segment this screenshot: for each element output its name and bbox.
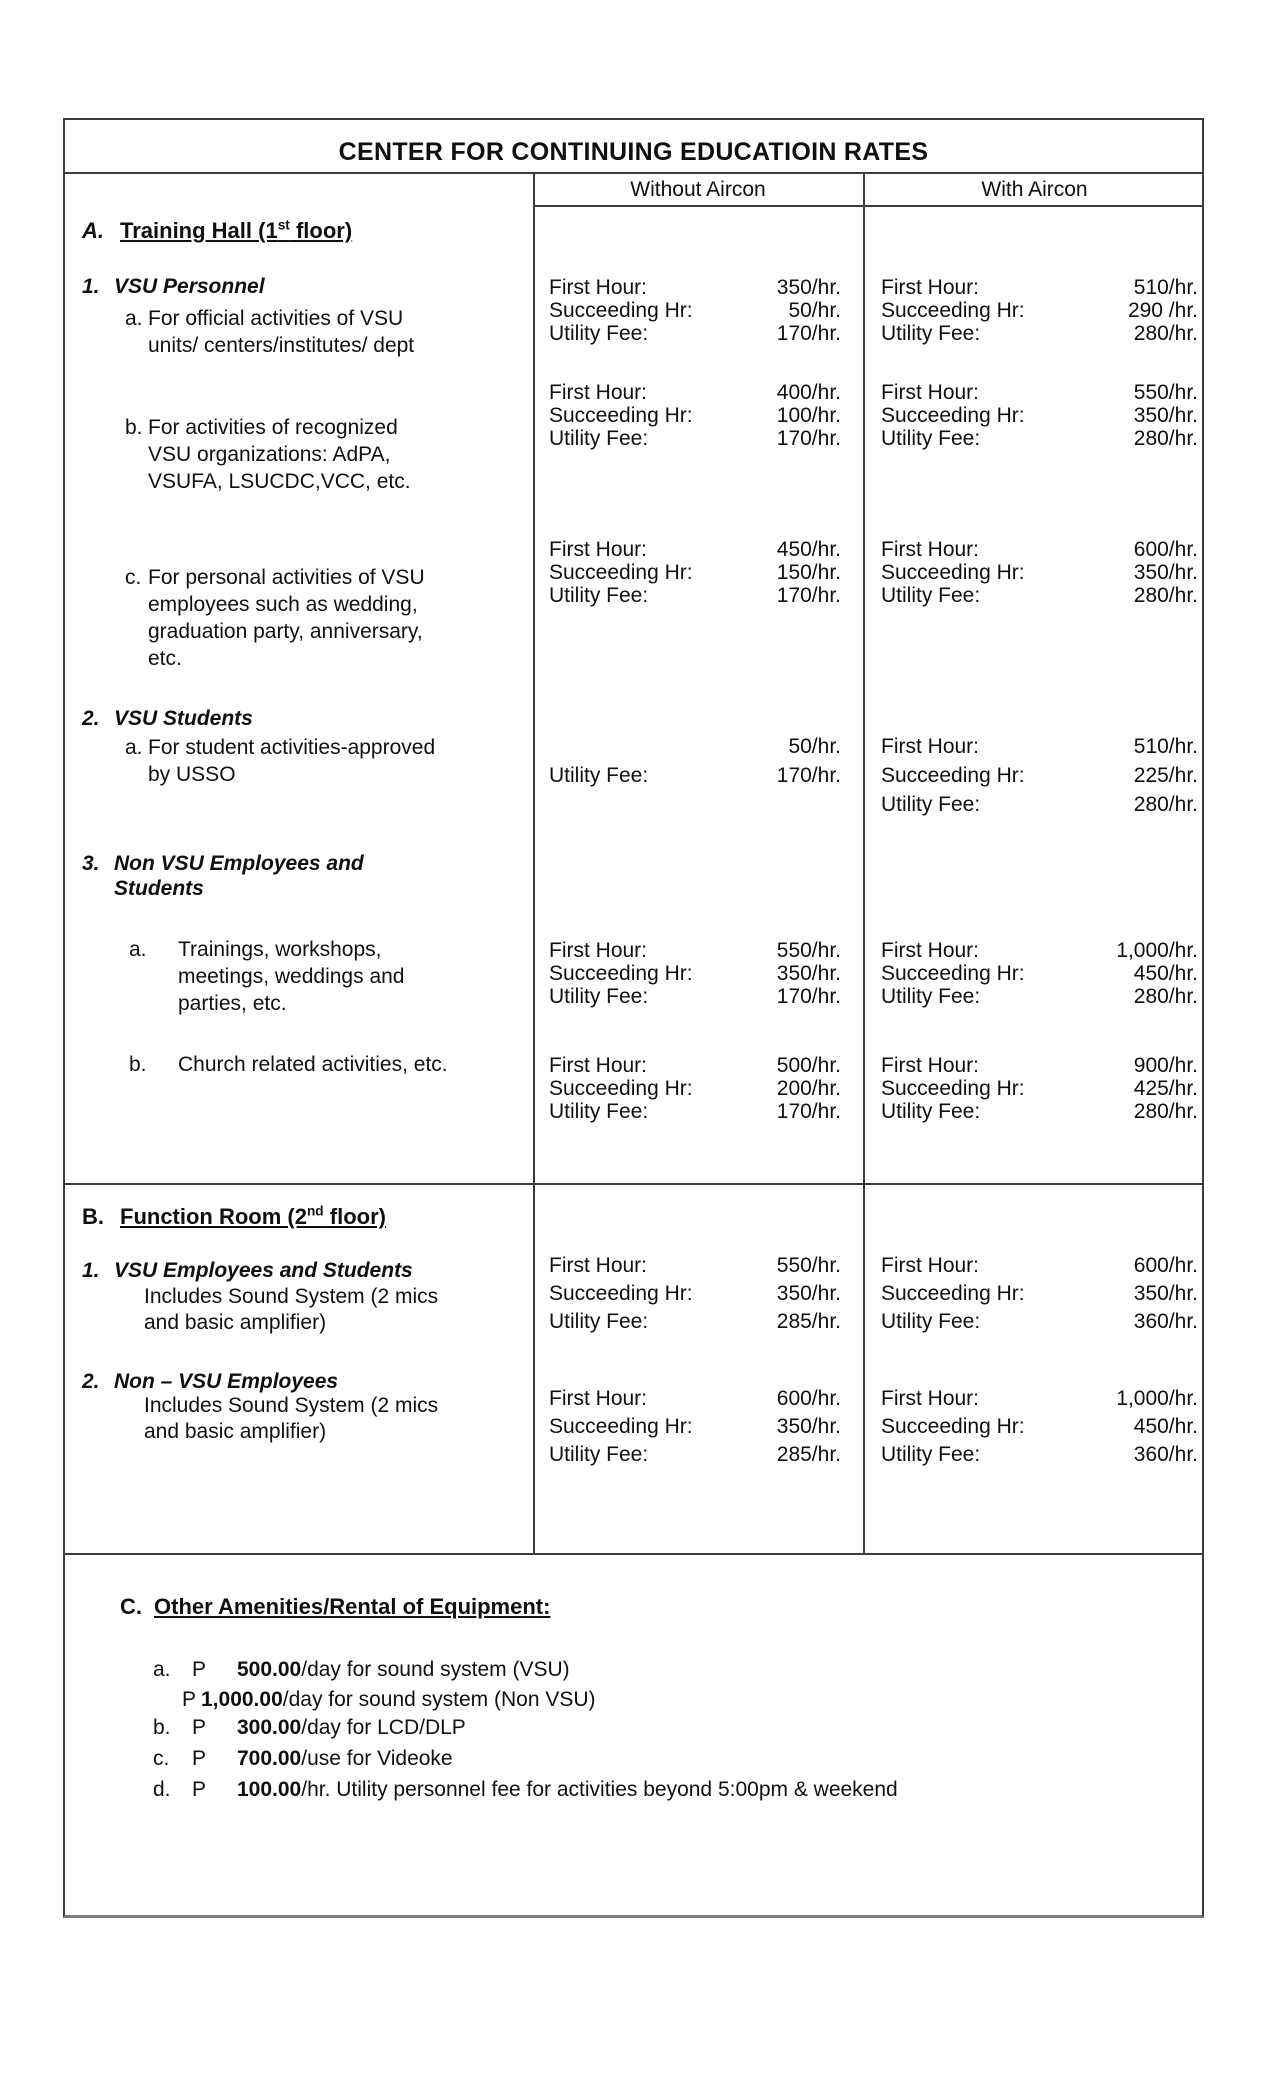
rate-label: Utility Fee: xyxy=(549,1443,649,1466)
rate-value: 280/hr. xyxy=(1133,322,1198,345)
rate-label: First Hour: xyxy=(549,1054,648,1077)
section-b-title xyxy=(120,1204,386,1229)
rate-value: 225/hr. xyxy=(1133,764,1198,787)
amenity-description: /day for sound system (Non VSU) xyxy=(282,1688,596,1711)
rate-value: 1,000/hr. xyxy=(1116,939,1198,962)
rate-value: 170/hr. xyxy=(776,584,841,607)
amenity-amount: 300.00 xyxy=(237,1716,302,1739)
item-line: by USSO xyxy=(148,763,236,786)
rate-label: First Hour: xyxy=(549,1254,648,1277)
rate-label: First Hour: xyxy=(881,1054,980,1077)
rate-line xyxy=(881,1385,1198,1413)
rate-line xyxy=(881,381,1198,404)
rate-label: Utility Fee: xyxy=(549,985,649,1008)
rate-line xyxy=(549,299,841,322)
rate-value: 170/hr. xyxy=(776,1100,841,1123)
section-a-title-post: floor) xyxy=(289,218,353,243)
section-c-letter: C. xyxy=(120,1594,142,1619)
rates-a2a-without xyxy=(549,732,841,790)
rate-value: 280/hr. xyxy=(1133,793,1198,816)
item-b1-note xyxy=(144,1284,438,1336)
item-number: 2. xyxy=(82,1370,100,1393)
item-a1-heading xyxy=(82,273,265,300)
rate-label: First Hour: xyxy=(881,381,980,404)
rate-label: First Hour: xyxy=(881,1387,980,1410)
rate-line xyxy=(881,1441,1198,1469)
column-divider-right xyxy=(863,172,865,1553)
rate-value: 360/hr. xyxy=(1133,1310,1198,1333)
rate-line xyxy=(881,276,1198,299)
item-b2-note xyxy=(144,1393,438,1445)
rate-value: 170/hr. xyxy=(776,985,841,1008)
section-a-title xyxy=(120,218,352,243)
rate-value: 200/hr. xyxy=(776,1077,841,1100)
rate-line xyxy=(549,404,841,427)
item-letter: b. xyxy=(125,416,143,439)
ordinal-superscript: nd xyxy=(306,1203,324,1219)
amenity-item-c xyxy=(153,1746,453,1771)
rate-value: 350/hr. xyxy=(1133,1282,1198,1305)
item-number: 3. xyxy=(82,852,100,875)
column-divider-left xyxy=(533,172,535,1553)
amenity-amount: 1,000.00 xyxy=(201,1688,283,1711)
amenity-item-a2 xyxy=(182,1687,596,1712)
rate-label: Succeeding Hr: xyxy=(881,299,1025,322)
rate-value: 280/hr. xyxy=(1133,584,1198,607)
rate-line xyxy=(549,584,841,607)
rate-line xyxy=(881,732,1198,761)
rate-value: 400/hr. xyxy=(776,381,841,404)
item-title: VSU Students xyxy=(114,707,253,730)
currency-symbol: P xyxy=(192,1658,207,1681)
rate-label: First Hour: xyxy=(881,538,980,561)
rate-line xyxy=(881,1252,1198,1280)
col-header-without-aircon: Without Aircon xyxy=(630,178,766,201)
rate-label: First Hour: xyxy=(549,276,648,299)
rate-line xyxy=(549,985,841,1008)
item-line: Includes Sound System (2 mics xyxy=(144,1285,439,1308)
rates-b2-without xyxy=(549,1385,841,1469)
item-line: and basic amplifier) xyxy=(144,1311,327,1334)
rate-value: 550/hr. xyxy=(776,939,841,962)
amenity-letter: a. xyxy=(153,1658,171,1681)
rate-line xyxy=(881,561,1198,584)
rate-value: 600/hr. xyxy=(1133,538,1198,561)
rates-b1-with xyxy=(881,1252,1198,1336)
rate-line xyxy=(549,1441,841,1469)
rate-line xyxy=(881,939,1198,962)
currency-symbol: P xyxy=(192,1747,207,1770)
rate-label: First Hour: xyxy=(549,381,648,404)
item-b2-heading xyxy=(82,1368,338,1395)
rate-label: Utility Fee: xyxy=(881,985,981,1008)
rate-line xyxy=(549,939,841,962)
rate-line xyxy=(549,732,841,761)
item-line: Includes Sound System (2 mics xyxy=(144,1394,439,1417)
rate-value: 350/hr. xyxy=(776,1282,841,1305)
section-a-heading xyxy=(82,217,352,244)
rate-value: 280/hr. xyxy=(1133,427,1198,450)
rate-value: 150/hr. xyxy=(776,561,841,584)
rate-line xyxy=(881,761,1198,790)
rate-line xyxy=(549,1308,841,1336)
amenity-item-d xyxy=(153,1777,898,1802)
item-line: VSUFA, LSUCDC,VCC, etc. xyxy=(148,470,411,493)
item-a2-heading xyxy=(82,705,253,732)
rates-a1b-with xyxy=(881,381,1198,450)
rate-line xyxy=(549,427,841,450)
rate-value: 600/hr. xyxy=(776,1387,841,1410)
item-letter: b. xyxy=(129,1053,147,1076)
rates-a1a-with xyxy=(881,276,1198,345)
rates-a3a-without xyxy=(549,939,841,1008)
amenity-amount: 100.00 xyxy=(237,1778,302,1801)
rate-label: Utility Fee: xyxy=(549,1310,649,1333)
rate-value: 450/hr. xyxy=(776,538,841,561)
rate-line xyxy=(881,1054,1198,1077)
rate-label: First Hour: xyxy=(881,735,980,758)
amenity-description: /use for Videoke xyxy=(301,1747,453,1770)
item-letter: c. xyxy=(125,566,142,589)
item-number: 1. xyxy=(82,1259,100,1282)
item-title: VSU Employees and Students xyxy=(114,1259,413,1282)
rate-label: Succeeding Hr: xyxy=(549,561,693,584)
rate-label: Utility Fee: xyxy=(881,1443,981,1466)
rate-line xyxy=(549,761,841,790)
item-line: For official activities of VSU xyxy=(148,307,404,330)
rates-a3a-with xyxy=(881,939,1198,1008)
rate-line xyxy=(549,538,841,561)
rate-line xyxy=(881,1100,1198,1123)
rate-value: 350/hr. xyxy=(776,962,841,985)
item-title: Non VSU Employees and xyxy=(114,852,364,875)
section-b-heading xyxy=(82,1203,386,1230)
item-line: For student activities-approved xyxy=(148,736,436,759)
rate-value: 170/hr. xyxy=(776,427,841,450)
item-letter: a. xyxy=(125,736,143,759)
rate-line xyxy=(549,1077,841,1100)
rate-label: Utility Fee: xyxy=(881,793,981,816)
rate-value: 50/hr. xyxy=(788,299,841,322)
item-line: Trainings, workshops, xyxy=(178,938,382,961)
rate-line xyxy=(881,962,1198,985)
rate-value: 285/hr. xyxy=(776,1443,841,1466)
rate-label: Succeeding Hr: xyxy=(881,1077,1025,1100)
amenity-item-b xyxy=(153,1715,466,1740)
rate-value: 170/hr. xyxy=(776,764,841,787)
rate-line xyxy=(549,1413,841,1441)
rate-label: Utility Fee: xyxy=(549,322,649,345)
rate-value: 170/hr. xyxy=(776,322,841,345)
rate-line xyxy=(881,404,1198,427)
currency-symbol: P xyxy=(192,1778,207,1801)
rates-a2a-with xyxy=(881,732,1198,819)
rate-line xyxy=(549,381,841,404)
rate-label: Utility Fee: xyxy=(549,764,649,787)
rate-value: 1,000/hr. xyxy=(1116,1387,1198,1410)
rate-value: 550/hr. xyxy=(1133,381,1198,404)
aircon-header-divider xyxy=(533,205,1202,207)
rate-value: 900/hr. xyxy=(1133,1054,1198,1077)
rate-value: 350/hr. xyxy=(1133,561,1198,584)
rate-line xyxy=(549,1385,841,1413)
rate-value: 350/hr. xyxy=(776,276,841,299)
rate-line xyxy=(881,985,1198,1008)
section-c-heading xyxy=(120,1593,550,1620)
rate-label: First Hour: xyxy=(549,1387,648,1410)
section-c-divider xyxy=(65,1553,1202,1555)
rate-label: Succeeding Hr: xyxy=(549,1077,693,1100)
amenity-letter: d. xyxy=(153,1778,171,1801)
rates-table xyxy=(63,118,1204,1918)
section-a-letter: A. xyxy=(82,218,104,243)
item-a2a xyxy=(125,734,435,788)
amenity-description: /day for LCD/DLP xyxy=(301,1716,466,1739)
rates-b1-without xyxy=(549,1252,841,1336)
rate-label: Succeeding Hr: xyxy=(881,764,1025,787)
rate-value: 500/hr. xyxy=(776,1054,841,1077)
amenity-amount: 500.00 xyxy=(237,1658,302,1681)
rate-label: Succeeding Hr: xyxy=(549,1415,693,1438)
rate-label: First Hour: xyxy=(549,939,648,962)
item-title: VSU Personnel xyxy=(114,275,265,298)
section-b-divider xyxy=(65,1183,1202,1185)
rate-value: 600/hr. xyxy=(1133,1254,1198,1277)
rate-line xyxy=(549,962,841,985)
rate-label: Utility Fee: xyxy=(881,1100,981,1123)
rate-value: 425/hr. xyxy=(1133,1077,1198,1100)
rate-value: 285/hr. xyxy=(776,1310,841,1333)
rate-line xyxy=(549,1252,841,1280)
rates-a1c-with xyxy=(881,538,1198,607)
item-a1b xyxy=(125,414,411,495)
rate-value: 360/hr. xyxy=(1133,1443,1198,1466)
rate-value: 280/hr. xyxy=(1133,1100,1198,1123)
item-line: parties, etc. xyxy=(178,992,287,1015)
rate-value: 350/hr. xyxy=(776,1415,841,1438)
item-line: For activities of recognized xyxy=(148,416,398,439)
currency-symbol: P xyxy=(192,1716,207,1739)
rates-a1c-without xyxy=(549,538,841,607)
item-number: 1. xyxy=(82,275,100,298)
rates-a1b-without xyxy=(549,381,841,450)
rate-label: Succeeding Hr: xyxy=(549,404,693,427)
rate-label: Utility Fee: xyxy=(549,1100,649,1123)
rate-line xyxy=(881,584,1198,607)
section-b-letter: B. xyxy=(82,1204,104,1229)
rate-label: Utility Fee: xyxy=(549,584,649,607)
item-line: Church related activities, etc. xyxy=(178,1053,448,1076)
item-line: and basic amplifier) xyxy=(144,1420,327,1443)
rate-label: First Hour: xyxy=(881,276,980,299)
currency-symbol: P xyxy=(182,1688,197,1711)
item-a1a xyxy=(125,305,414,359)
rate-value: 290 /hr. xyxy=(1127,299,1198,322)
section-a-title-pre: Training Hall (1 xyxy=(120,218,278,243)
item-line: etc. xyxy=(148,647,182,670)
item-line: units/ centers/institutes/ dept xyxy=(148,334,415,357)
item-a3b xyxy=(129,1051,448,1078)
rate-value: 100/hr. xyxy=(776,404,841,427)
amenity-amount: 700.00 xyxy=(237,1747,302,1770)
rate-label: First Hour: xyxy=(881,1254,980,1277)
rate-label: Succeeding Hr: xyxy=(881,1282,1025,1305)
item-title: Non – VSU Employees xyxy=(114,1370,339,1393)
rates-a3b-without xyxy=(549,1054,841,1123)
rate-line xyxy=(549,1280,841,1308)
rate-value: 510/hr. xyxy=(1133,276,1198,299)
col-header-with-aircon: With Aircon xyxy=(981,178,1088,201)
rate-value: 350/hr. xyxy=(1133,404,1198,427)
amenity-letter: b. xyxy=(153,1716,171,1739)
rate-value: 550/hr. xyxy=(776,1254,841,1277)
rate-value: 280/hr. xyxy=(1133,985,1198,1008)
rate-label: Succeeding Hr: xyxy=(881,1415,1025,1438)
amenity-description: /hr. Utility personnel fee for activities beyond 5:00pm & weekend xyxy=(301,1778,898,1801)
rate-label: Succeeding Hr: xyxy=(881,962,1025,985)
amenity-letter: c. xyxy=(153,1747,170,1770)
rate-line xyxy=(549,1054,841,1077)
rate-label: Utility Fee: xyxy=(881,1310,981,1333)
rate-line xyxy=(549,1100,841,1123)
item-a1c xyxy=(125,564,425,672)
doc-title: CENTER FOR CONTINUING EDUCATIOIN RATES xyxy=(338,137,929,166)
item-letter: a. xyxy=(125,307,143,330)
rate-label: Utility Fee: xyxy=(549,427,649,450)
item-letter: a. xyxy=(129,938,147,961)
rate-value: 450/hr. xyxy=(1133,1415,1198,1438)
rate-line xyxy=(549,276,841,299)
item-line: VSU organizations: AdPA, xyxy=(148,443,391,466)
item-line: graduation party, anniversary, xyxy=(148,620,423,643)
rate-label: Succeeding Hr: xyxy=(549,962,693,985)
rates-b2-with xyxy=(881,1385,1198,1469)
item-line: For personal activities of VSU xyxy=(148,566,425,589)
item-b1-heading xyxy=(82,1257,413,1284)
amenity-description: /day for sound system (VSU) xyxy=(301,1658,570,1681)
rate-line xyxy=(549,561,841,584)
rate-line xyxy=(549,322,841,345)
ordinal-superscript: st xyxy=(277,217,290,233)
rate-line xyxy=(881,1280,1198,1308)
rate-label: Succeeding Hr: xyxy=(549,1282,693,1305)
rates-a1a-without xyxy=(549,276,841,345)
rate-label: Utility Fee: xyxy=(881,322,981,345)
rate-line xyxy=(881,322,1198,345)
section-b-title-post: floor) xyxy=(323,1204,386,1229)
item-a3-heading xyxy=(82,851,364,901)
section-b-title-pre: Function Room (2 xyxy=(120,1204,307,1229)
rate-label: First Hour: xyxy=(881,939,980,962)
rate-value: 450/hr. xyxy=(1133,962,1198,985)
rate-label: Succeeding Hr: xyxy=(881,561,1025,584)
rate-line xyxy=(881,1077,1198,1100)
rate-line xyxy=(881,790,1198,819)
rate-label: First Hour: xyxy=(549,538,648,561)
rate-line xyxy=(881,427,1198,450)
rate-line xyxy=(881,538,1198,561)
item-line: employees such as wedding, xyxy=(148,593,418,616)
rate-line xyxy=(881,299,1198,322)
rate-label: Utility Fee: xyxy=(881,427,981,450)
rates-a3b-with xyxy=(881,1054,1198,1123)
rate-label: Succeeding Hr: xyxy=(549,299,693,322)
section-c-title: Other Amenities/Rental of Equipment: xyxy=(154,1594,551,1619)
amenity-item-a xyxy=(153,1657,570,1682)
rate-line xyxy=(881,1413,1198,1441)
rate-value: 50/hr. xyxy=(788,735,841,758)
item-title-line2: Students xyxy=(114,877,204,900)
rate-label: Succeeding Hr: xyxy=(881,404,1025,427)
item-line: meetings, weddings and xyxy=(178,965,405,988)
item-a3a xyxy=(129,936,404,1017)
rate-label: Utility Fee: xyxy=(881,584,981,607)
item-number: 2. xyxy=(82,707,100,730)
rate-line xyxy=(881,1308,1198,1336)
rate-value: 510/hr. xyxy=(1133,735,1198,758)
